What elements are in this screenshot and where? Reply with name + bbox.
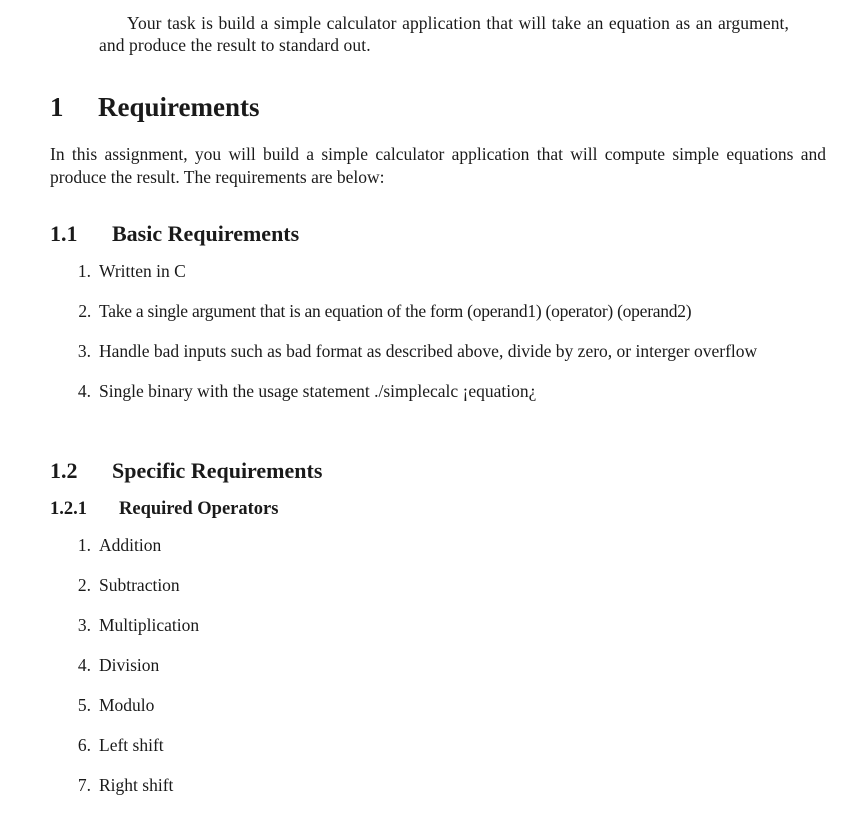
list-item-text: Division [99,655,160,675]
section-heading-requirements [50,90,260,124]
list-item-text: Handle bad inputs such as bad format as described above, divide by zero, or interger overflow [99,341,758,361]
list-item [50,734,830,757]
list-item [50,774,830,797]
list-item-text: Take a single argument that is an equation of the form (operand1) (operator) (operand2) [99,301,692,321]
list-item [50,574,830,597]
list-marker: 1. [77,261,91,281]
list-item-text: Modulo [99,695,155,715]
section-title: Requirements [98,92,260,122]
intro-paragraph: Your task is build a simple calculator application that will take an equation as an argument, and produce the result to standard out. [99,13,789,55]
list-item-text: Subtraction [99,575,180,595]
list-marker: 2. [77,575,91,595]
list-item-text: Multiplication [99,615,200,635]
list-marker: 1. [77,535,91,555]
list-item [50,654,830,677]
subsection-title: Basic Requirements [112,221,300,246]
subsection-heading-basic-requirements [50,220,299,248]
list-marker: 2. [78,301,91,321]
list-item-text: Right shift [99,775,174,795]
list-item-text: Single binary with the usage statement ./simplecalc ¡equation¿ [99,381,537,401]
basic-requirements-list [50,260,830,403]
subsection-heading-specific-requirements [50,457,322,485]
list-item-text: Left shift [99,735,164,755]
list-item [50,614,830,637]
list-item [50,380,830,403]
list-marker: 3. [77,341,91,361]
requirements-paragraph: In this assignment, you will build a simple calculator application that will compute simple equations and produce the result. The requirements are below: [50,144,826,187]
subsection-number: 1.2 [50,458,78,483]
list-item-text: Written in C [99,261,186,281]
required-operators-list [50,534,830,797]
subsubsection-title: Required Operators [119,499,279,519]
list-item-text: Addition [99,535,162,555]
subsubsection-heading-required-operators [50,497,278,521]
list-marker: 6. [77,735,91,755]
list-item [50,534,830,557]
list-item [50,300,830,323]
section-number: 1 [50,92,64,122]
list-marker: 4. [77,655,91,675]
subsection-title: Specific Requirements [112,458,323,483]
subsection-number: 1.1 [50,221,78,246]
list-marker: 7. [77,775,91,795]
list-marker: 3. [77,615,91,635]
list-item [50,694,830,717]
list-marker: 5. [77,695,91,715]
list-marker: 4. [77,381,91,401]
list-item [50,340,830,363]
list-item [50,260,830,283]
subsubsection-number: 1.2.1 [50,499,87,519]
